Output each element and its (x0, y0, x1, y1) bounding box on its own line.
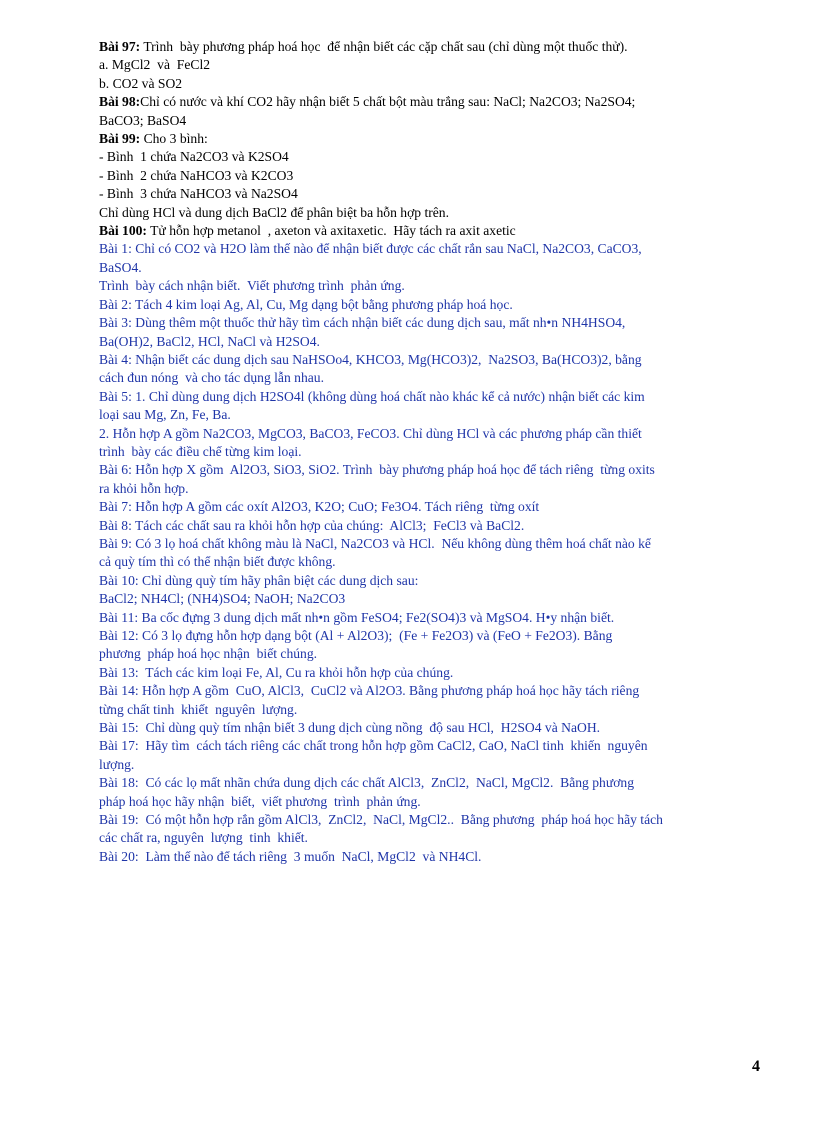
exercise-line: Bài 8: Tách các chất sau ra khỏi hỗn hợp của chúng: AlCl3; FeCl3 và BaCl2. (99, 517, 525, 533)
exercise-line: Bài 20: Làm thế nào để tách riêng 3 muốn NaCl, MgCl2 và NH4Cl. (99, 848, 482, 864)
exercise-line: Bài 7: Hỗn hợp A gồm các oxít Al2O3, K2O; CuO; Fe3O4. Tách riêng từng oxít (99, 499, 540, 515)
exercise-text: Tử hỗn hợp metanol , axeton và axitaxetic. Hãy tách ra axit axetic (146, 223, 516, 239)
exercise-line: Bài 14: Hỗn hợp A gồm CuO, AlCl3, CuCl2 và Al2O3. Bằng phương pháp hoá học hãy tách riêng (99, 683, 640, 699)
exercise-line: Bài 13: Tách các kim loại Fe, Al, Cu ra khỏi hỗn hợp của chúng. (99, 664, 454, 680)
exercise-line: Bài 3: Dùng thêm một thuốc thử hãy tìm cách nhận biết các dung dịch sau, mất nh•n NH4HSO4, (99, 315, 626, 331)
document-body (99, 38, 764, 866)
exercise-label: Bài 100: (99, 223, 147, 239)
exercise-label: Bài 99: (99, 131, 141, 147)
exercise-line: Bài 17: Hãy tìm cách tách riêng các chất trong hỗn hợp gồm CaCl2, CaO, NaCl tinh khiến nguyên (99, 738, 648, 754)
exercise-99-item-3: - Bình 3 chứa NaHCO3 và Na2SO4 (99, 186, 298, 202)
exercise-line: BaCl2; NH4Cl; (NH4)SO4; NaOH; Na2CO3 (99, 591, 346, 607)
exercise-98-title (99, 93, 764, 111)
exercise-line: trình bày các điều chế từng kim loại. (99, 443, 302, 459)
exercise-line: Bài 1: Chỉ có CO2 và H2O làm thế nào để nhận biết được các chất rắn sau NaCl, Na2CO3, CaCO3, (99, 241, 642, 257)
exercise-line: pháp hoá học hãy nhận biết, viết phương trình phản ứng. (99, 793, 421, 809)
exercise-line: Bài 5: 1. Chỉ dùng dung dịch H2SO4l (không dùng hoá chất nào khác kể cả nước) nhận biết các kim (99, 388, 645, 404)
exercise-line: Bài 18: Có các lọ mất nhãn chứa dung dịch các chất AlCl3, ZnCl2, NaCl, MgCl2. Bằng phương (99, 775, 635, 791)
exercise-label: Bài 98: (99, 94, 141, 110)
exercise-97-part-b: b. CO2 và SO2 (99, 75, 183, 91)
exercise-99-instruction: Chỉ dùng HCl và dung dịch BaCl2 để phân biệt ba hỗn hợp trên. (99, 204, 450, 220)
exercise-line: từng chất tinh khiết nguyên lượng. (99, 701, 298, 717)
exercise-99-title (99, 130, 764, 148)
exercise-text: Trình bày phương pháp hoá học để nhận biết các cặp chất sau (chỉ dùng một thuốc thử). (140, 39, 628, 54)
exercise-99-item-1: - Bình 1 chứa Na2CO3 và K2SO4 (99, 149, 289, 165)
page-number: 4 (752, 1058, 760, 1075)
exercise-line: phương pháp hoá học nhận biết chúng. (99, 646, 318, 662)
exercise-line: lượng. (99, 756, 135, 772)
exercise-text: Cho 3 bình: (140, 131, 208, 147)
exercise-list (99, 240, 764, 866)
exercise-line: Bài 10: Chỉ dùng quỳ tím hãy phân biệt các dung dịch sau: (99, 572, 419, 588)
exercise-line: các chất ra, nguyên lượng tinh khiết. (99, 830, 308, 846)
exercise-line: Ba(OH)2, BaCl2, HCl, NaCl và H2SO4. (99, 333, 320, 349)
exercise-line: Bài 6: Hỗn hợp X gồm Al2O3, SiO3, SiO2. Trình bày phương pháp hoá học để tách riêng từng oxits (99, 462, 655, 478)
exercise-line: Bài 12: Có 3 lọ đựng hỗn hợp dạng bột (Al + Al2O3); (Fe + Fe2O3) và (FeO + Fe2O3). Bằng (99, 628, 613, 643)
exercise-97-part-a: a. MgCl2 và FeCl2 (99, 57, 211, 73)
exercise-label: Bài 97: (99, 39, 141, 54)
exercise-text: Chỉ có nước và khí CO2 hãy nhận biết 5 chất bột màu trắng sau: NaCl; Na2CO3; Na2SO4; (140, 94, 636, 110)
exercise-line: Bài 2: Tách 4 kim loại Ag, Al, Cu, Mg dạng bột bằng phương pháp hoá học. (99, 296, 513, 312)
exercise-line: BaSO4. (99, 259, 142, 275)
exercise-99-item-2: - Bình 2 chứa NaHCO3 và K2CO3 (99, 167, 294, 183)
exercise-line: 2. Hỗn hợp A gồm Na2CO3, MgCO3, BaCO3, FeCO3. Chỉ dùng HCl và các phương pháp cần thiết (99, 425, 642, 441)
exercise-98-cont: BaCO3; BaSO4 (99, 112, 187, 128)
exercise-100-title (99, 222, 764, 240)
exercise-line: loại sau Mg, Zn, Fe, Ba. (99, 407, 231, 423)
exercise-97-title (99, 38, 764, 56)
exercise-line: ra khỏi hỗn hợp. (99, 480, 189, 496)
exercise-line: Bài 15: Chỉ dùng quỳ tím nhận biết 3 dung dịch cùng nồng độ sau HCl, H2SO4 và NaOH. (99, 720, 601, 736)
exercise-line: Bài 9: Có 3 lọ hoá chất không màu là NaCl, Na2CO3 và HCl. Nếu không dùng thêm hoá chất nào kể (99, 535, 651, 551)
exercise-line: Bài 11: Ba cốc đựng 3 dung dịch mất nh•n gồm FeSO4; Fe2(SO4)3 và MgSO4. H•y nhận biết. (99, 609, 615, 625)
exercise-line: Trình bày cách nhận biết. Viết phương trình phản ứng. (99, 278, 405, 294)
exercise-line: cách đun nóng và cho tác dụng lẫn nhau. (99, 370, 324, 386)
exercise-line: Bài 4: Nhận biết các dung dịch sau NaHSOo4, KHCO3, Mg(HCO3)2, Na2SO3, Ba(HCO3)2, bằng (99, 351, 642, 367)
exercise-line: Bài 19: Có một hỗn hợp rắn gồm AlCl3, ZnCl2, NaCl, MgCl2.. Bằng phương pháp hoá học hãy tách (99, 812, 663, 828)
exercise-line: cả quỳ tím thì có thể nhận biết được không. (99, 554, 336, 570)
